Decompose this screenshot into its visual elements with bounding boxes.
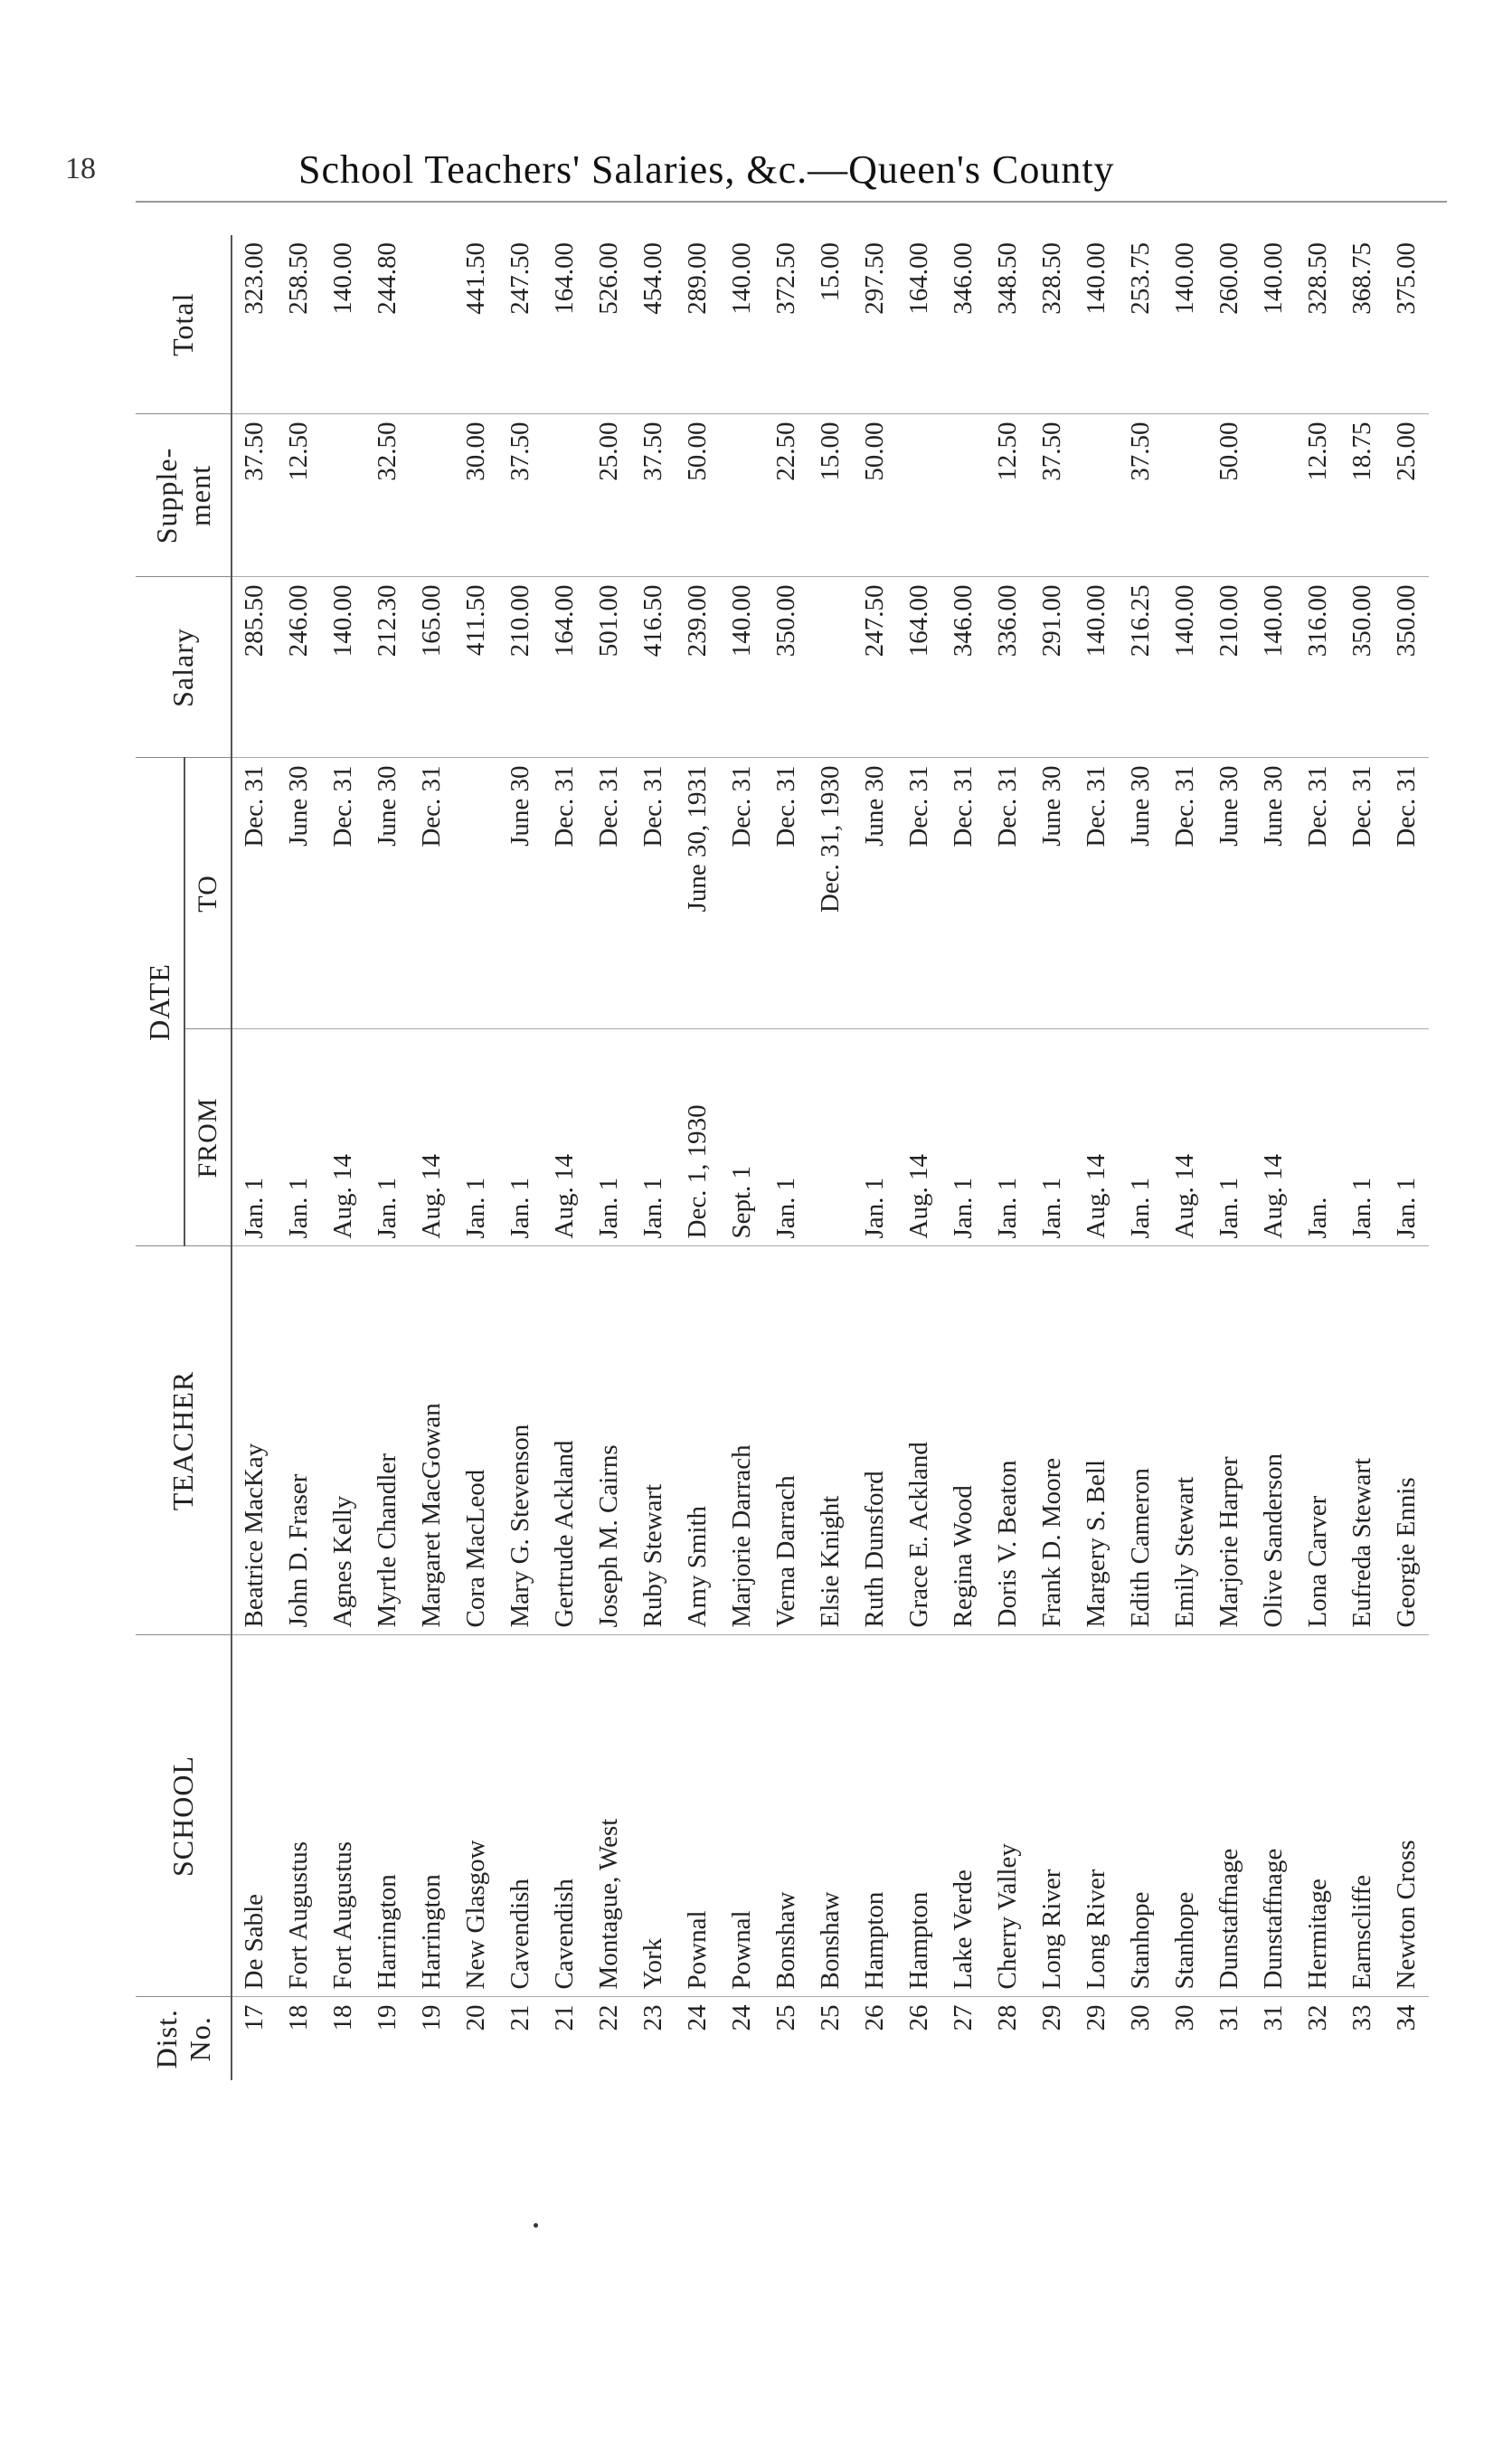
supplement-cell — [1252, 414, 1296, 577]
table-row — [986, 235, 1030, 2080]
teacher-cell: Agnes Kelly — [321, 1246, 365, 1635]
teacher-cell: Emily Stewart — [1163, 1246, 1207, 1635]
dist-no-cell: 24 — [676, 1997, 720, 2080]
dist-no-cell: 26 — [897, 1997, 941, 2080]
dist-no-cell: 34 — [1384, 1997, 1429, 2080]
date-to-cell: Dec. 31 — [321, 758, 365, 1029]
supplement-cell: 50.00 — [1207, 414, 1252, 577]
date-to-cell: Dec. 31 — [1074, 758, 1119, 1029]
school-cell: Harrington — [365, 1635, 410, 1997]
page-title: School Teachers' Salaries, &c.—Queen's County — [298, 147, 1115, 192]
total-cell: 368.75 — [1347, 241, 1376, 315]
salary-cell: 164.00 — [897, 577, 941, 758]
dist-no-cell: 32 — [1296, 1997, 1340, 2080]
column-header-from: FROM — [184, 1029, 232, 1246]
date-from-cell: Jan. 1 — [941, 1029, 986, 1246]
total-cell: 297.50 — [859, 241, 889, 315]
table-row — [543, 235, 587, 2080]
salary-cell: 216.25 — [1119, 577, 1163, 758]
salary-cell: 285.50 — [232, 577, 277, 758]
teacher-cell: Gertrude Ackland — [543, 1246, 587, 1635]
table-body — [232, 235, 1429, 2080]
date-to-cell: June 30 — [277, 758, 321, 1029]
salary-cell: 210.00 — [1207, 577, 1252, 758]
supplement-cell: 50.00 — [676, 414, 720, 577]
total-cell: 348.50 — [992, 241, 1022, 315]
school-cell: Bonshaw — [808, 1635, 853, 1997]
school-cell: Stanhope — [1119, 1635, 1163, 1997]
supplement-cell: 37.50 — [1119, 414, 1163, 577]
school-cell: Fort Augustus — [277, 1635, 321, 1997]
column-header-teacher: TEACHER — [136, 1246, 232, 1635]
school-cell: Earnscliffe — [1340, 1635, 1384, 1997]
date-from-cell: Jan. 1 — [587, 1029, 631, 1246]
total-cell: 328.50 — [1036, 241, 1066, 315]
dist-no-cell: 23 — [631, 1997, 676, 2080]
date-from-cell: Jan. 1 — [232, 1029, 277, 1246]
date-to-cell: Dec. 31 — [897, 758, 941, 1029]
total-cell: 323.00 — [240, 241, 269, 315]
dist-no-cell: 30 — [1163, 1997, 1207, 2080]
supplement-cell: 37.50 — [1030, 414, 1074, 577]
salary-cell: 212.30 — [365, 577, 410, 758]
date-from-cell: Aug. 14 — [897, 1029, 941, 1246]
teacher-cell: Beatrice MacKay — [232, 1246, 277, 1635]
total-cell: 526.00 — [593, 241, 623, 315]
table-row — [498, 235, 543, 2080]
supplement-cell: 25.00 — [587, 414, 631, 577]
table-row — [808, 235, 853, 2080]
salary-cell: 501.00 — [587, 577, 631, 758]
dist-no-cell: 21 — [498, 1997, 543, 2080]
table-row — [454, 235, 498, 2080]
teacher-cell: Mary G. Stevenson — [498, 1246, 543, 1635]
date-from-cell: Jan. 1 — [764, 1029, 808, 1246]
total-cell: 454.00 — [638, 241, 667, 315]
school-cell: Long River — [1030, 1635, 1074, 1997]
school-cell: Cavendish — [543, 1635, 587, 1997]
total-cell: 140.00 — [328, 241, 358, 315]
dist-no-cell: 22 — [587, 1997, 631, 2080]
date-to-cell: Dec. 31 — [543, 758, 587, 1029]
dist-no-cell: 20 — [454, 1997, 498, 2080]
table-row — [587, 235, 631, 2080]
school-cell: Harrington — [410, 1635, 454, 1997]
date-from-cell: Jan. 1 — [1207, 1029, 1252, 1246]
date-from-cell: Jan. 1 — [853, 1029, 897, 1246]
column-header-supplement: Supple- ment — [136, 414, 232, 577]
total-cell: 164.00 — [549, 241, 579, 315]
teacher-cell: Margery S. Bell — [1074, 1246, 1119, 1635]
salary-cell: 140.00 — [720, 577, 764, 758]
dist-no-cell: 21 — [543, 1997, 587, 2080]
teacher-cell: Doris V. Beaton — [986, 1246, 1030, 1635]
column-header-total: Total — [136, 235, 232, 414]
supplement-cell: 37.50 — [631, 414, 676, 577]
table-row — [321, 235, 365, 2080]
dist-no-cell: 30 — [1119, 1997, 1163, 2080]
supplement-cell: 12.50 — [986, 414, 1030, 577]
school-cell: New Glasgow — [454, 1635, 498, 1997]
school-cell: Hampton — [897, 1635, 941, 1997]
date-to-cell — [454, 758, 498, 1029]
teacher-cell: Frank D. Moore — [1030, 1246, 1074, 1635]
salary-cell: 416.50 — [631, 577, 676, 758]
school-cell: York — [631, 1635, 676, 1997]
column-header-dist-no: Dist. No. — [136, 1997, 232, 2080]
table-row — [1207, 235, 1252, 2080]
date-from-cell: Jan. 1 — [631, 1029, 676, 1246]
salary-cell: 346.00 — [941, 577, 986, 758]
column-header-date: DATE — [136, 758, 184, 1246]
teacher-cell: Ruth Dunsford — [853, 1246, 897, 1635]
table-row — [1384, 235, 1429, 2080]
school-cell: Pownal — [676, 1635, 720, 1997]
supplement-cell: 25.00 — [1384, 414, 1429, 577]
table-row — [410, 235, 454, 2080]
table-row — [1030, 235, 1074, 2080]
dist-no-cell: 29 — [1074, 1997, 1119, 2080]
school-cell: Cherry Valley — [986, 1635, 1030, 1997]
dist-no-cell: 25 — [808, 1997, 853, 2080]
date-from-cell: Aug. 14 — [1252, 1029, 1296, 1246]
date-to-cell: Dec. 31 — [631, 758, 676, 1029]
school-cell: Newton Cross — [1384, 1635, 1429, 1997]
date-from-cell: Aug. 14 — [410, 1029, 454, 1246]
teacher-cell: Margaret MacGowan — [410, 1246, 454, 1635]
page-number: 18 — [65, 152, 96, 185]
teacher-cell: John D. Fraser — [277, 1246, 321, 1635]
date-from-cell: Jan. 1 — [1030, 1029, 1074, 1246]
dist-no-cell: 17 — [232, 1997, 277, 2080]
date-to-cell: Dec. 31 — [1340, 758, 1384, 1029]
date-from-cell: Aug. 14 — [543, 1029, 587, 1246]
salary-cell: 316.00 — [1296, 577, 1340, 758]
teacher-cell: Eufreda Stewart — [1340, 1246, 1384, 1635]
date-from-cell — [808, 1029, 853, 1246]
supplement-cell — [941, 414, 986, 577]
supplement-cell: 37.50 — [498, 414, 543, 577]
date-to-cell: Dec. 31 — [410, 758, 454, 1029]
date-to-cell: Dec. 31 — [1163, 758, 1207, 1029]
dist-no-cell: 31 — [1207, 1997, 1252, 2080]
dist-no-cell: 18 — [277, 1997, 321, 2080]
supplement-cell — [720, 414, 764, 577]
school-cell: Fort Augustus — [321, 1635, 365, 1997]
date-from-cell: Jan. 1 — [498, 1029, 543, 1246]
salary-cell: 165.00 — [410, 577, 454, 758]
dist-no-cell: 29 — [1030, 1997, 1074, 2080]
date-from-cell: Jan. 1 — [454, 1029, 498, 1246]
dist-no-cell: 31 — [1252, 1997, 1296, 2080]
school-cell: Montague, West — [587, 1635, 631, 1997]
supplement-cell: 32.50 — [365, 414, 410, 577]
date-to-cell: Dec. 31 — [1384, 758, 1429, 1029]
date-from-cell: Jan. 1 — [365, 1029, 410, 1246]
school-cell: Stanhope — [1163, 1635, 1207, 1997]
salary-cell: 140.00 — [1163, 577, 1207, 758]
supplement-cell — [897, 414, 941, 577]
supplement-cell: 50.00 — [853, 414, 897, 577]
salary-cell: 411.50 — [454, 577, 498, 758]
school-cell: Hampton — [853, 1635, 897, 1997]
teacher-cell: Verna Darrach — [764, 1246, 808, 1635]
supplement-cell: 30.00 — [454, 414, 498, 577]
school-cell: De Sable — [232, 1635, 277, 1997]
date-to-cell: Dec. 31 — [720, 758, 764, 1029]
print-speck — [534, 2223, 538, 2228]
total-cell: 258.50 — [284, 241, 314, 315]
date-from-cell: Dec. 1, 1930 — [676, 1029, 720, 1246]
table-row — [365, 235, 410, 2080]
salary-cell: 350.00 — [1340, 577, 1384, 758]
teacher-cell: Ruby Stewart — [631, 1246, 676, 1635]
school-cell: Cavendish — [498, 1635, 543, 1997]
date-to-cell: Dec. 31 — [986, 758, 1030, 1029]
date-from-cell: Jan. 1 — [986, 1029, 1030, 1246]
supplement-cell — [1074, 414, 1119, 577]
supplement-cell — [543, 414, 587, 577]
date-to-cell: Dec. 31 — [232, 758, 277, 1029]
date-from-cell: Aug. 14 — [1074, 1029, 1119, 1246]
teacher-cell: Marjorie Harper — [1207, 1246, 1252, 1635]
date-to-cell: Dec. 31 — [587, 758, 631, 1029]
table-row — [1252, 235, 1296, 2080]
table-row — [853, 235, 897, 2080]
school-cell: Long River — [1074, 1635, 1119, 1997]
dist-no-cell: 24 — [720, 1997, 764, 2080]
column-header-salary: Salary — [136, 577, 232, 758]
date-to-cell: Dec. 31, 1930 — [808, 758, 853, 1029]
salary-cell: 239.00 — [676, 577, 720, 758]
total-cell: 260.00 — [1214, 241, 1243, 315]
salary-cell: 140.00 — [1252, 577, 1296, 758]
header-rule — [136, 201, 1447, 203]
salary-table — [136, 235, 1429, 2080]
dist-no-cell: 28 — [986, 1997, 1030, 2080]
dist-no-cell: 19 — [365, 1997, 410, 2080]
total-cell: 164.00 — [903, 241, 933, 315]
date-to-cell: June 30 — [498, 758, 543, 1029]
date-to-cell: June 30 — [853, 758, 897, 1029]
date-to-cell: June 30 — [1119, 758, 1163, 1029]
column-header-school: SCHOOL — [136, 1635, 232, 1997]
supplement-cell — [321, 414, 365, 577]
total-cell: 140.00 — [1169, 241, 1199, 315]
salary-cell: 247.50 — [853, 577, 897, 758]
teacher-cell: Cora MacLeod — [454, 1246, 498, 1635]
table-row — [232, 235, 277, 2080]
date-to-cell: June 30 — [1030, 758, 1074, 1029]
date-from-cell: Aug. 14 — [321, 1029, 365, 1246]
salary-cell — [808, 577, 853, 758]
dist-no-cell: 18 — [321, 1997, 365, 2080]
table-row — [1119, 235, 1163, 2080]
table-row — [764, 235, 808, 2080]
total-cell: 244.80 — [373, 241, 402, 315]
teacher-cell: Myrtle Chandler — [365, 1246, 410, 1635]
total-cell: 140.00 — [1081, 241, 1110, 315]
date-to-cell: June 30 — [1207, 758, 1252, 1029]
dist-no-cell: 19 — [410, 1997, 454, 2080]
table-row — [941, 235, 986, 2080]
salary-cell: 140.00 — [1074, 577, 1119, 758]
teacher-cell: Regina Wood — [941, 1246, 986, 1635]
total-cell: 375.00 — [1391, 241, 1421, 315]
table-row — [897, 235, 941, 2080]
total-cell: 346.00 — [948, 241, 978, 315]
supplement-cell — [410, 414, 454, 577]
dist-no-cell: 33 — [1340, 1997, 1384, 2080]
teacher-cell: Grace E. Ackland — [897, 1246, 941, 1635]
date-from-cell: Aug. 14 — [1163, 1029, 1207, 1246]
salary-cell: 140.00 — [321, 577, 365, 758]
total-cell: 441.50 — [461, 241, 491, 315]
supplement-cell: 18.75 — [1340, 414, 1384, 577]
salary-cell: 336.00 — [986, 577, 1030, 758]
dist-no-cell: 27 — [941, 1997, 986, 2080]
dist-no-cell: 26 — [853, 1997, 897, 2080]
table-row — [1296, 235, 1340, 2080]
total-cell — [410, 235, 454, 414]
date-to-cell: June 30, 1931 — [676, 758, 720, 1029]
supplement-cell: 22.50 — [764, 414, 808, 577]
table-row — [1163, 235, 1207, 2080]
salary-cell: 350.00 — [764, 577, 808, 758]
teacher-cell: Georgie Ennis — [1384, 1246, 1429, 1635]
supplement-cell: 12.50 — [1296, 414, 1340, 577]
date-from-cell: Jan. 1 — [277, 1029, 321, 1246]
teacher-cell: Olive Sanderson — [1252, 1246, 1296, 1635]
school-cell: Lake Verde — [941, 1635, 986, 1997]
teacher-cell: Joseph M. Cairns — [587, 1246, 631, 1635]
dist-no-cell: 25 — [764, 1997, 808, 2080]
date-to-cell: Dec. 31 — [764, 758, 808, 1029]
date-from-cell: Jan. 1 — [1119, 1029, 1163, 1246]
school-cell: Pownal — [720, 1635, 764, 1997]
date-from-cell: Jan. 1 — [1384, 1029, 1429, 1246]
table-row — [676, 235, 720, 2080]
column-header-to: TO — [184, 758, 232, 1029]
teacher-cell: Amy Smith — [676, 1246, 720, 1635]
school-cell: Hermitage — [1296, 1635, 1340, 1997]
salary-cell: 164.00 — [543, 577, 587, 758]
total-cell: 372.50 — [770, 241, 800, 315]
supplement-cell: 15.00 — [808, 414, 853, 577]
teacher-cell: Lona Carver — [1296, 1246, 1340, 1635]
date-to-cell: Dec. 31 — [941, 758, 986, 1029]
supplement-cell — [1163, 414, 1207, 577]
table-row — [720, 235, 764, 2080]
table-row — [1074, 235, 1119, 2080]
teacher-cell: Marjorie Darrach — [720, 1246, 764, 1635]
total-cell: 140.00 — [1258, 241, 1288, 315]
total-cell: 289.00 — [682, 241, 712, 315]
date-from-cell: Jan. 1 — [1340, 1029, 1384, 1246]
total-cell: 328.50 — [1302, 241, 1332, 315]
salary-cell: 350.00 — [1384, 577, 1429, 758]
school-cell: Dunstaffnage — [1252, 1635, 1296, 1997]
total-cell: 140.00 — [726, 241, 756, 315]
teacher-cell: Edith Cameron — [1119, 1246, 1163, 1635]
table-row — [631, 235, 676, 2080]
total-cell: 253.75 — [1125, 241, 1155, 315]
school-cell: Bonshaw — [764, 1635, 808, 1997]
total-cell: 247.50 — [506, 241, 534, 315]
date-from-cell: Sept. 1 — [720, 1029, 764, 1246]
table-row — [277, 235, 321, 2080]
salary-table-frame — [136, 235, 1429, 2080]
supplement-cell: 37.50 — [232, 414, 277, 577]
total-cell: 15.00 — [815, 241, 845, 302]
date-from-cell: Jan. — [1296, 1029, 1340, 1246]
date-to-cell: Dec. 31 — [1296, 758, 1340, 1029]
table-row — [1340, 235, 1384, 2080]
salary-cell: 246.00 — [277, 577, 321, 758]
salary-cell: 210.00 — [498, 577, 543, 758]
salary-cell: 291.00 — [1030, 577, 1074, 758]
date-to-cell: June 30 — [1252, 758, 1296, 1029]
teacher-cell: Elsie Knight — [808, 1246, 853, 1635]
school-cell: Dunstaffnage — [1207, 1635, 1252, 1997]
supplement-cell: 12.50 — [277, 414, 321, 577]
date-to-cell: June 30 — [365, 758, 410, 1029]
